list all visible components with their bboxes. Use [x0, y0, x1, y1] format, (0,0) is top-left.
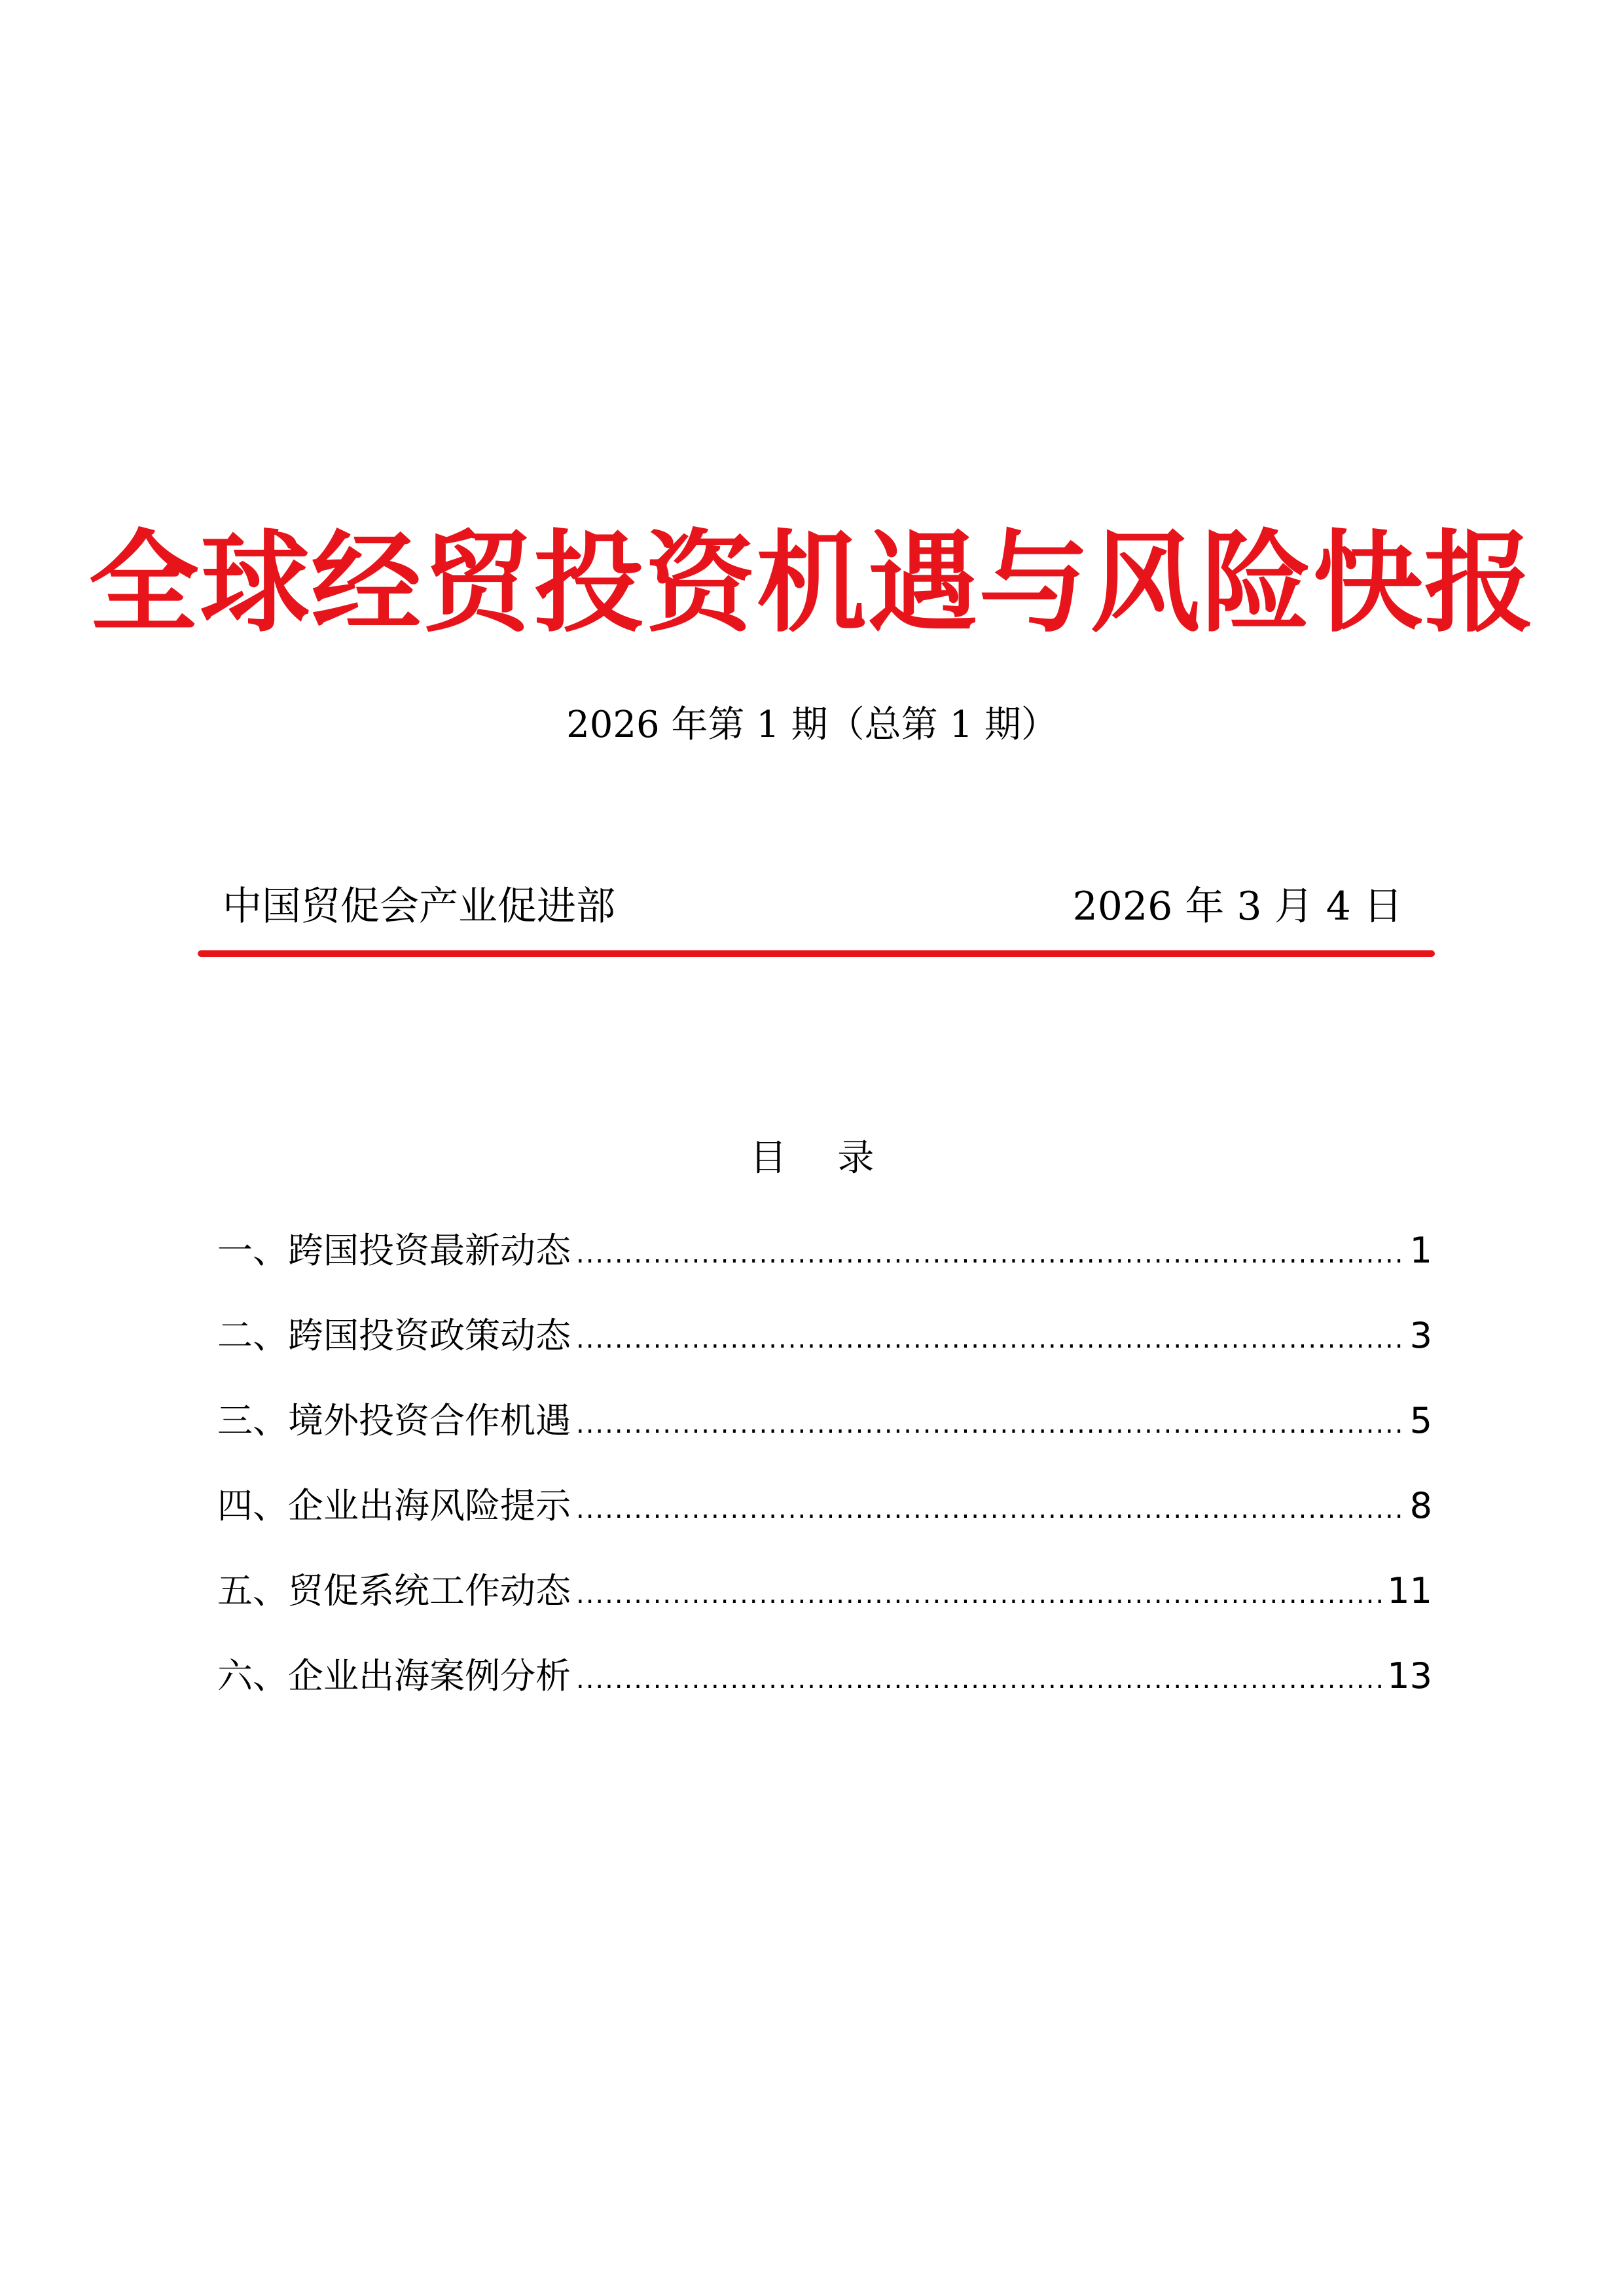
toc-item[interactable] [217, 1477, 1432, 1562]
toc-item-page: 11 [1387, 1570, 1432, 1611]
toc-item-label: 三、境外投资合作机遇 [217, 1400, 571, 1441]
toc-item-page: 5 [1409, 1400, 1432, 1441]
table-of-contents [217, 1221, 1432, 1732]
toc-leader [576, 1395, 1405, 1454]
toc-leader [576, 1480, 1405, 1539]
toc-item-page: 3 [1409, 1315, 1432, 1356]
toc-item-label: 二、跨国投资政策动态 [217, 1315, 571, 1356]
masthead-divider [198, 950, 1435, 957]
toc-item[interactable] [217, 1306, 1432, 1391]
toc-leader [576, 1565, 1382, 1624]
publisher-name: 中国贸促会产业促进部 [223, 884, 615, 929]
masthead-title: 全球经贸投资机遇与风险快报 [88, 518, 1536, 647]
toc-item-label: 六、企业出海案例分析 [217, 1655, 571, 1696]
toc-heading: 目 录 [749, 1137, 894, 1179]
toc-leader [576, 1225, 1405, 1283]
toc-item-page: 13 [1387, 1655, 1432, 1696]
toc-item-label: 四、企业出海风险提示 [217, 1485, 571, 1526]
toc-leader [576, 1310, 1405, 1369]
toc-item[interactable] [217, 1647, 1432, 1732]
toc-item[interactable] [217, 1562, 1432, 1647]
toc-item-label: 五、贸促系统工作动态 [217, 1570, 571, 1611]
toc-item[interactable] [217, 1391, 1432, 1477]
publication-date: 2026 年 3 月 4 日 [1072, 884, 1403, 929]
toc-item-page: 8 [1409, 1485, 1432, 1526]
toc-item-label: 一、跨国投资最新动态 [217, 1230, 571, 1271]
issue-number: 2026 年第 1 期（总第 1 期） [566, 704, 1058, 746]
toc-leader [576, 1650, 1382, 1709]
toc-item[interactable] [217, 1221, 1432, 1306]
toc-item-page: 1 [1409, 1230, 1432, 1271]
